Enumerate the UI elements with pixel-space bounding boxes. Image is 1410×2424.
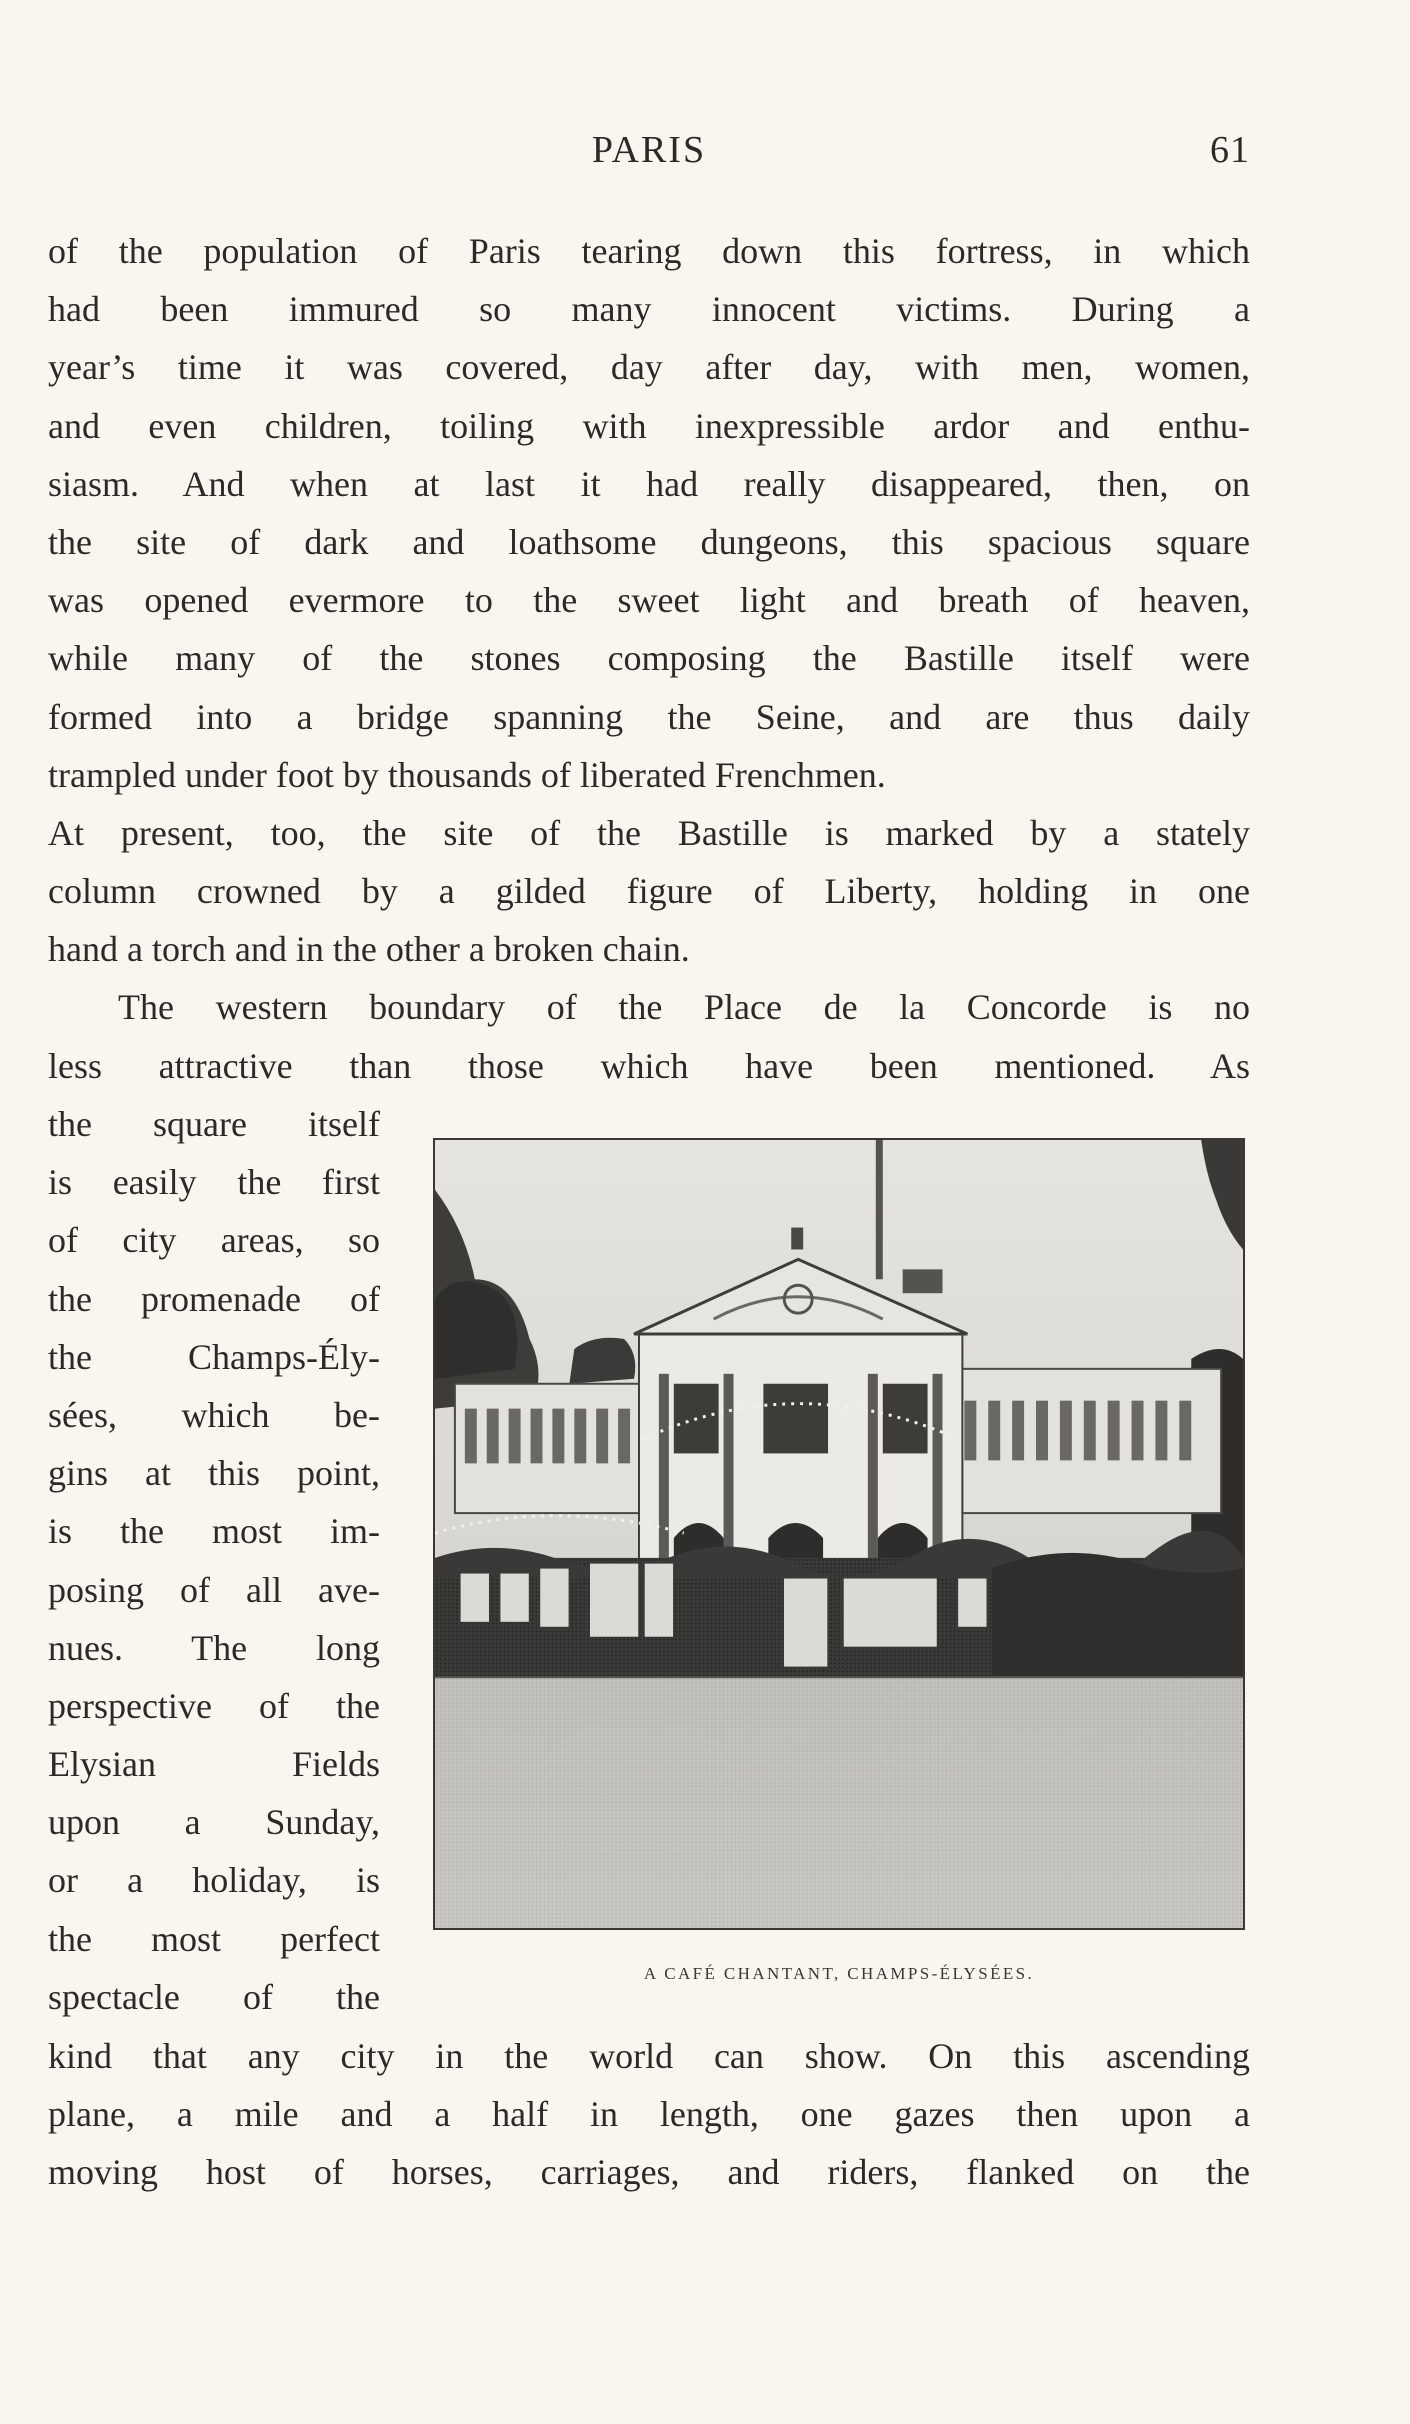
running-head xyxy=(48,128,1250,178)
text-line: the Champs-Ély- xyxy=(48,1336,380,1377)
figure-caption: A CAFÉ CHANTANT, CHAMPS-ÉLYSÉES. xyxy=(643,1964,1035,1983)
page-number: 61 xyxy=(1210,129,1250,171)
cafe-photograph xyxy=(433,1138,1245,1930)
text-line: spectacle of the xyxy=(48,1976,380,2017)
text-line: had been immured so many innocent victims. During a xyxy=(48,289,1250,330)
text-line: year’s time it was covered, day after day, with men, women, xyxy=(48,347,1250,388)
text-line: is easily the first xyxy=(48,1162,380,1203)
text-line: plane, a mile and a half in length, one gazes then upon a xyxy=(48,2094,1250,2135)
text-line: upon a Sunday, xyxy=(48,1802,380,1843)
text-line: and even children, toiling with inexpressible ardor and enthu- xyxy=(48,405,1250,446)
text-line: less attractive than those which have been mentioned. As xyxy=(48,1045,1250,1086)
text-line: perspective of the xyxy=(48,1685,380,1726)
body-text-top xyxy=(48,222,1250,1095)
text-line: siasm. And when at last it had really disappeared, then, on xyxy=(48,463,1250,504)
text-line: the most perfect xyxy=(48,1918,380,1959)
text-line: column crowned by a gilded figure of Liberty, holding in one xyxy=(48,871,1250,912)
text-line: At present, too, the site of the Bastille is marked by a stately xyxy=(48,812,1250,853)
text-line: formed into a bridge spanning the Seine, and are thus daily xyxy=(48,696,1250,737)
body-text-bottom xyxy=(48,2027,1250,2202)
text-line: of the population of Paris tearing down this fortress, in which xyxy=(48,231,1250,271)
running-head-title: PARIS xyxy=(591,129,707,171)
text-line: posing of all ave- xyxy=(48,1569,380,1610)
text-line: trampled under foot by thousands of liberated Frenchmen. xyxy=(48,754,886,795)
cafe-illustration xyxy=(435,1140,1243,1928)
text-line: or a holiday, is xyxy=(48,1860,380,1901)
text-line: the site of dark and loathsome dungeons, this spacious square xyxy=(48,521,1250,562)
text-line: hand a torch and in the other a broken chain. xyxy=(48,929,690,970)
text-line: the square itself xyxy=(48,1104,380,1144)
text-line: nues. The long xyxy=(48,1627,380,1668)
text-line: was opened evermore to the sweet light and breath of heaven, xyxy=(48,580,1250,621)
text-line: kind that any city in the world can show. On this ascending xyxy=(48,2036,1250,2076)
body-text-side xyxy=(48,1095,380,2026)
text-line: of city areas, so xyxy=(48,1220,380,1261)
text-line: Elysian Fields xyxy=(48,1744,380,1785)
text-line: gins at this point, xyxy=(48,1453,380,1494)
text-line: sées, which be- xyxy=(48,1394,380,1435)
text-line: the promenade of xyxy=(48,1278,380,1319)
text-line: moving host of horses, carriages, and riders, flanked on the xyxy=(48,2152,1250,2193)
text-line: is the most im- xyxy=(48,1511,380,1552)
text-line: The western boundary of the Place de la Concorde is no xyxy=(118,987,1250,1028)
text-line: while many of the stones composing the Bastille itself were xyxy=(48,638,1250,679)
